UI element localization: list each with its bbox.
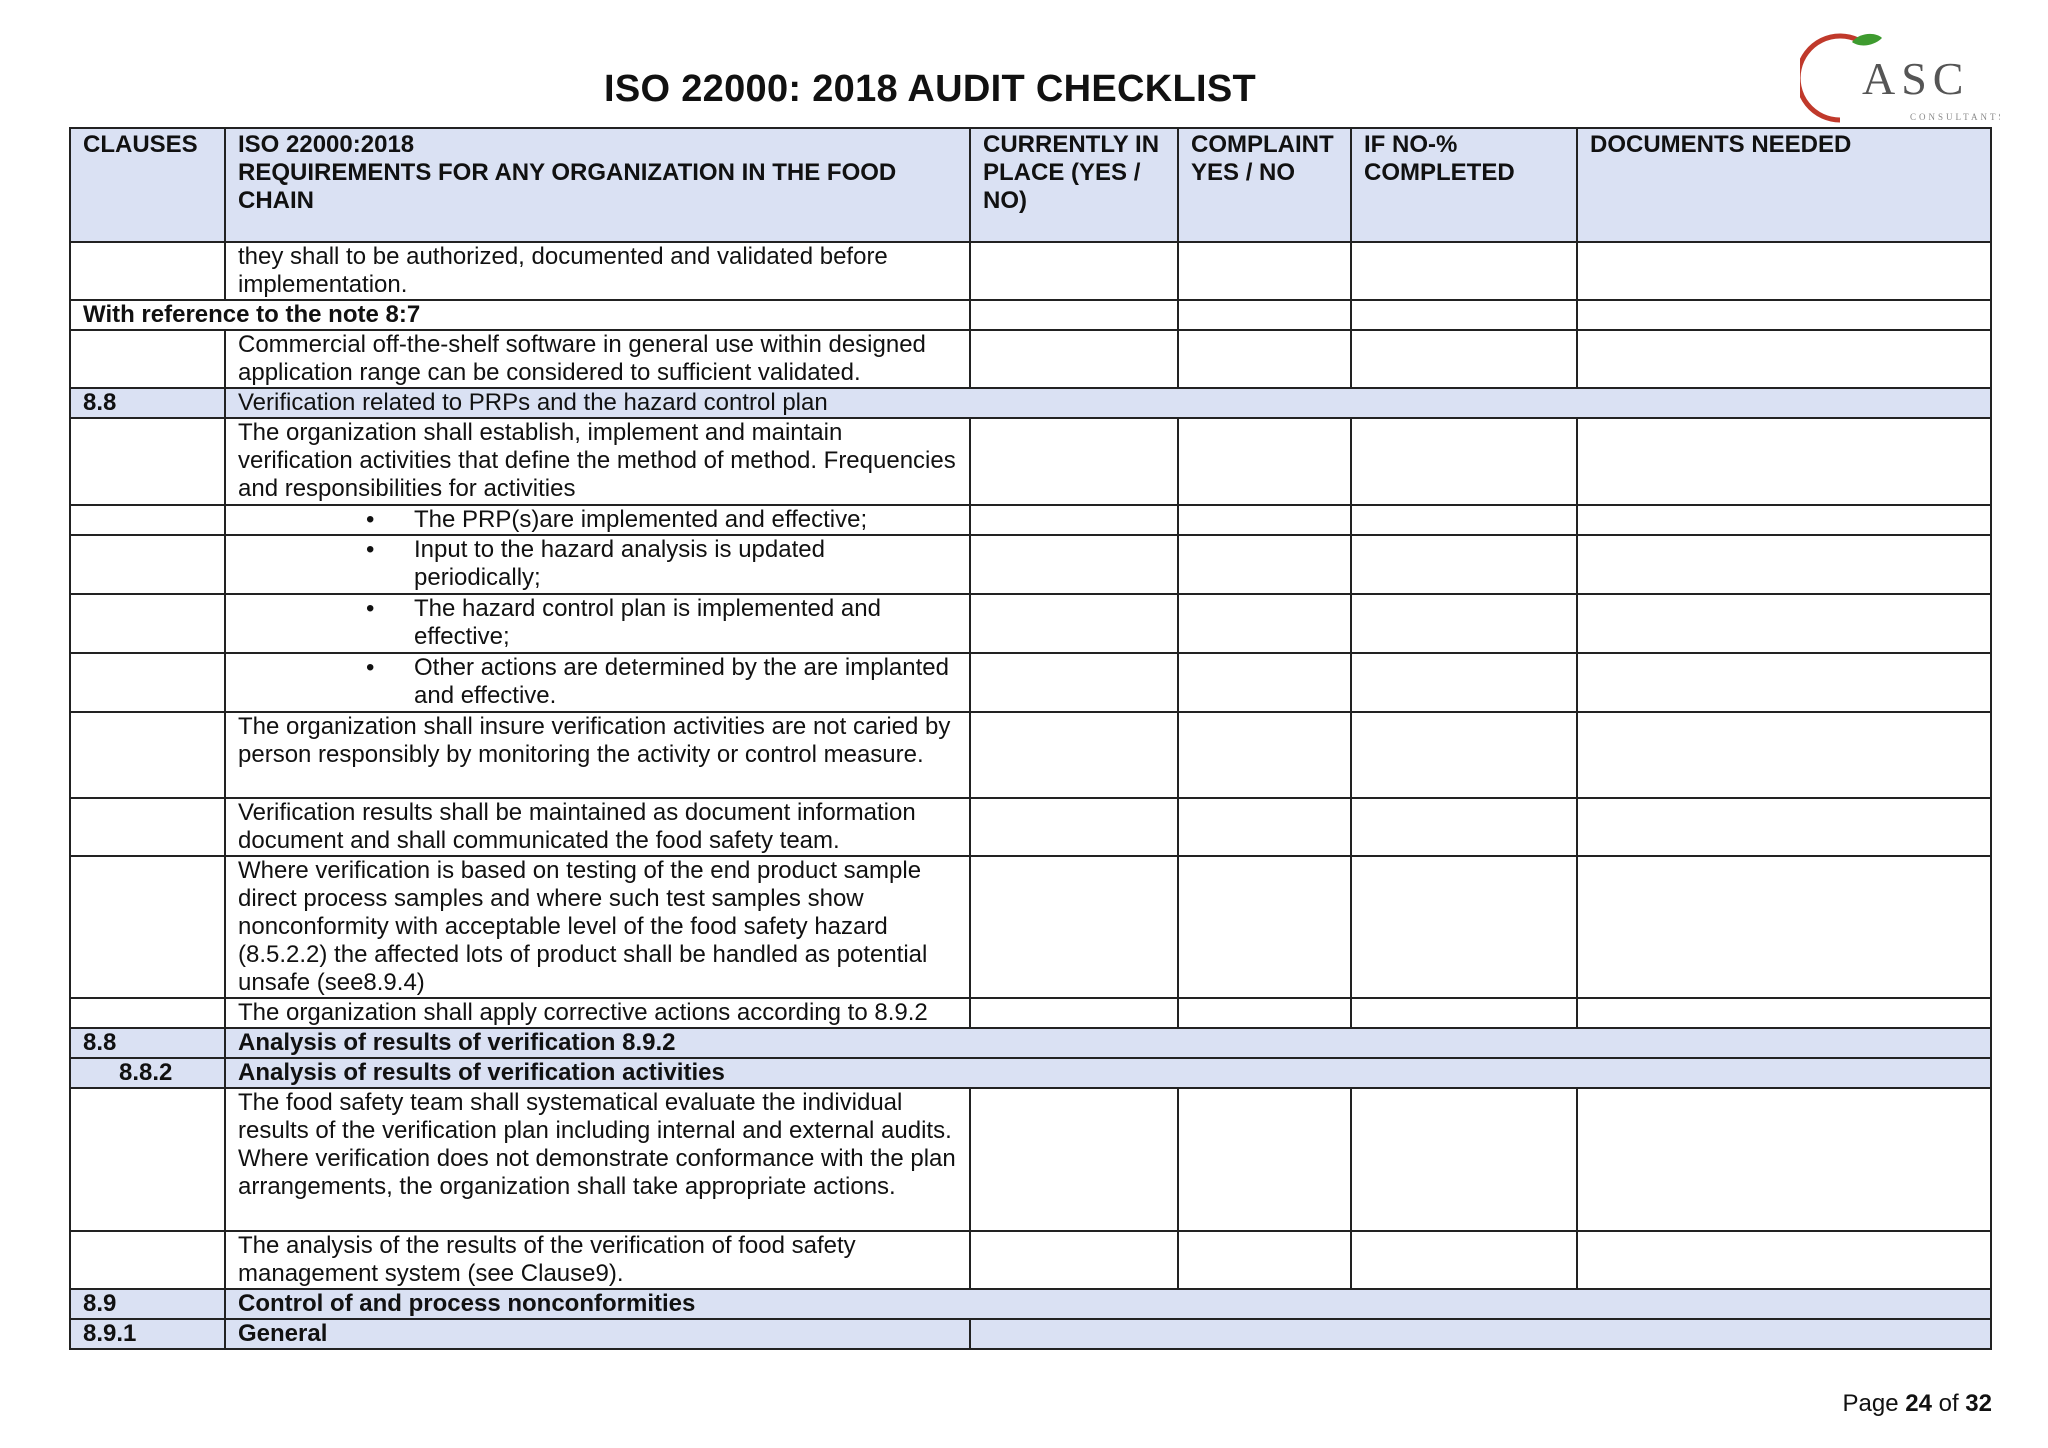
section-title: Verification related to PRPs and the hazard control plan <box>225 388 1991 418</box>
table-row <box>70 594 1991 653</box>
completed-cell[interactable] <box>1351 1231 1577 1289</box>
complaint-cell[interactable] <box>1178 1088 1351 1231</box>
bullet-icon: • <box>366 506 375 533</box>
requirement-text: The organization shall apply corrective actions according to 8.9.2 <box>225 998 970 1028</box>
note-reference: With reference to the note 8:7 <box>70 300 970 330</box>
complaint-cell[interactable] <box>1178 1231 1351 1289</box>
header-complaint: COMPLAINT YES / NO <box>1178 128 1351 242</box>
completed-cell[interactable] <box>1351 418 1577 505</box>
logo-text: ASC <box>1862 53 1970 104</box>
company-logo <box>1800 28 2000 128</box>
completed-cell[interactable] <box>1351 798 1577 856</box>
section-title: Control of and process nonconformities <box>225 1289 1991 1319</box>
documents-cell[interactable] <box>1577 1231 1991 1289</box>
clause-number: 8.9 <box>70 1289 225 1319</box>
completed-cell[interactable] <box>1351 998 1577 1028</box>
header-clauses: CLAUSES <box>70 128 225 242</box>
table-row <box>70 998 1991 1028</box>
completed-cell[interactable] <box>1351 653 1577 712</box>
table-row <box>70 418 1991 505</box>
header-requirements-line1: ISO 22000:2018 <box>238 131 415 158</box>
section-row <box>70 1058 1991 1088</box>
header-row <box>70 128 1991 242</box>
completed-cell[interactable] <box>1351 712 1577 798</box>
complaint-cell[interactable] <box>1178 418 1351 505</box>
table-row <box>70 712 1991 798</box>
table-row <box>70 1231 1991 1289</box>
documents-cell[interactable] <box>1577 242 1991 300</box>
completed-cell[interactable] <box>1351 505 1577 535</box>
header-currently-in-place: CURRENTLY IN PLACE (YES / NO) <box>970 128 1178 242</box>
table-row <box>70 798 1991 856</box>
requirement-text: Verification results shall be maintained as document information document and shall communicated the food safety team. <box>225 798 970 856</box>
bullet-item: • Input to the hazard analysis is updated periodically; <box>225 535 970 594</box>
currently-cell[interactable] <box>970 505 1178 535</box>
clause-number: 8.8 <box>70 1028 225 1058</box>
currently-cell[interactable] <box>970 856 1178 998</box>
currently-cell[interactable] <box>970 300 1178 330</box>
audit-checklist-table <box>69 127 1992 1350</box>
section-row <box>70 1028 1991 1058</box>
complaint-cell[interactable] <box>1178 712 1351 798</box>
page-title: ISO 22000: 2018 AUDIT CHECKLIST <box>604 68 1256 110</box>
documents-cell[interactable] <box>1577 418 1991 505</box>
clause-number: 8.8.2 <box>70 1058 225 1088</box>
completed-cell[interactable] <box>1351 535 1577 594</box>
currently-cell[interactable] <box>970 242 1178 300</box>
leaf-circle-logo-icon <box>1800 28 2000 128</box>
section-row <box>70 1289 1991 1319</box>
table-row <box>70 300 1991 330</box>
documents-cell[interactable] <box>1577 712 1991 798</box>
documents-cell[interactable] <box>1577 505 1991 535</box>
table-row <box>70 856 1991 998</box>
header-requirements <box>225 128 970 242</box>
completed-cell[interactable] <box>1351 300 1577 330</box>
page-number: Page 24 of 32 <box>1842 1390 1992 1417</box>
documents-cell[interactable] <box>1577 856 1991 998</box>
header-if-no-completed: IF NO-% COMPLETED <box>1351 128 1577 242</box>
complaint-cell[interactable] <box>1178 330 1351 388</box>
section-title: Analysis of results of verification 8.9.2 <box>225 1028 1991 1058</box>
table-row <box>70 653 1991 712</box>
section-title: General <box>225 1319 970 1349</box>
complaint-cell[interactable] <box>1178 798 1351 856</box>
currently-cell[interactable] <box>970 418 1178 505</box>
bullet-icon: • <box>366 536 375 563</box>
documents-cell[interactable] <box>1577 330 1991 388</box>
requirement-text: The organization shall insure verification activities are not caried by person responsibly by monitoring the activity or control measure. <box>225 712 970 798</box>
complaint-cell[interactable] <box>1178 594 1351 653</box>
complaint-cell[interactable] <box>1178 998 1351 1028</box>
header-documents-needed: DOCUMENTS NEEDED <box>1577 128 1991 242</box>
currently-cell[interactable] <box>970 798 1178 856</box>
bullet-icon: • <box>366 654 375 681</box>
completed-cell[interactable] <box>1351 594 1577 653</box>
currently-cell[interactable] <box>970 594 1178 653</box>
table-row <box>70 330 1991 388</box>
requirement-text: Commercial off-the-shelf software in general use within designed application range can be considered to sufficient validated. <box>225 330 970 388</box>
bullet-item: • The hazard control plan is implemented and effective; <box>225 594 970 653</box>
completed-cell[interactable] <box>1351 856 1577 998</box>
bullet-item: • The PRP(s)are implemented and effective; <box>225 505 970 535</box>
table-row <box>70 535 1991 594</box>
table-row <box>70 242 1991 300</box>
complaint-cell[interactable] <box>1178 300 1351 330</box>
currently-cell[interactable] <box>970 653 1178 712</box>
complaint-cell[interactable] <box>1178 242 1351 300</box>
documents-cell[interactable] <box>1577 300 1991 330</box>
requirement-text: The organization shall establish, implement and maintain verification activities that define the method of method. Frequencies and responsibilities for activities <box>225 418 970 505</box>
documents-cell[interactable] <box>1577 798 1991 856</box>
requirement-text: they shall to be authorized, documented and validated before implementation. <box>225 242 970 300</box>
logo-tagline: CONSULTANTS <box>1910 112 2000 122</box>
complaint-cell[interactable] <box>1178 653 1351 712</box>
section-row <box>70 388 1991 418</box>
currently-cell[interactable] <box>970 998 1178 1028</box>
clause-number: 8.9.1 <box>70 1319 225 1349</box>
header-requirements-line2: REQUIREMENTS FOR ANY ORGANIZATION IN THE FOOD CHAIN <box>238 159 897 214</box>
currently-cell[interactable] <box>970 1088 1178 1231</box>
requirement-text: Where verification is based on testing of the end product sample direct process samples and where such test samples show nonconformity with acceptable level of the food safety hazard (8.5.2.2) the affected lots of product shall be handled as potential unsafe (see8.9.4) <box>225 856 970 998</box>
documents-cell[interactable] <box>1577 1088 1991 1231</box>
requirement-text: The analysis of the results of the verification of food safety management system (see Clause9). <box>225 1231 970 1289</box>
current-page: 24 <box>1905 1390 1932 1417</box>
documents-cell[interactable] <box>1577 653 1991 712</box>
complaint-cell[interactable] <box>1178 856 1351 998</box>
clause-number: 8.8 <box>70 388 225 418</box>
table-row <box>70 505 1991 535</box>
currently-cell[interactable] <box>970 1231 1178 1289</box>
documents-cell[interactable] <box>1577 535 1991 594</box>
completed-cell[interactable] <box>1351 242 1577 300</box>
completed-cell[interactable] <box>1351 330 1577 388</box>
documents-cell[interactable] <box>1577 998 1991 1028</box>
table-row <box>70 1088 1991 1231</box>
complaint-cell[interactable] <box>1178 505 1351 535</box>
complaint-cell[interactable] <box>1178 535 1351 594</box>
section-title: Analysis of results of verification activities <box>225 1058 1991 1088</box>
completed-cell[interactable] <box>1351 1088 1577 1231</box>
section-row <box>70 1319 1991 1349</box>
bullet-item: • Other actions are determined by the are implanted and effective. <box>225 653 970 712</box>
currently-cell[interactable] <box>970 330 1178 388</box>
currently-cell[interactable] <box>970 535 1178 594</box>
documents-cell[interactable] <box>1577 594 1991 653</box>
currently-cell[interactable] <box>970 712 1178 798</box>
bullet-icon: • <box>366 595 375 622</box>
requirement-text: The food safety team shall systematical evaluate the individual results of the verification plan including internal and external audits. Where verification does not demonstrate conformance with the plan arrangements, the organization shall take appropriate actions. <box>225 1088 970 1231</box>
total-pages: 32 <box>1965 1390 1992 1417</box>
